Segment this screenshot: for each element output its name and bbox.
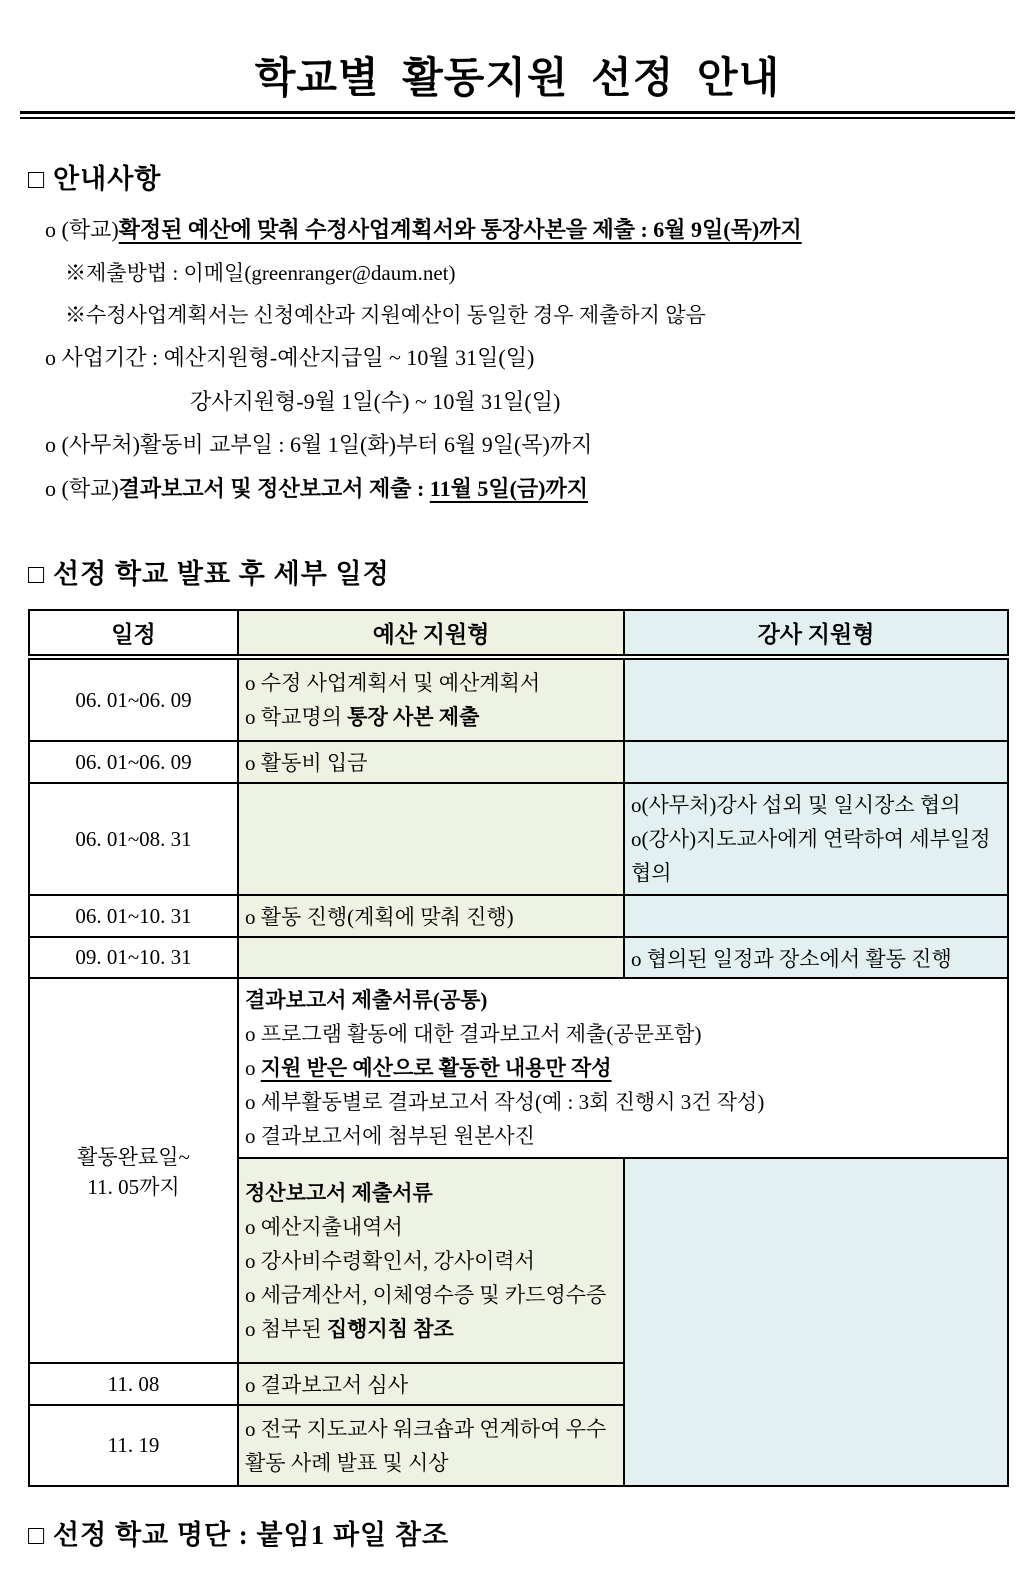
row1-date: 06. 01~06. 09 [29, 657, 238, 741]
row2-date: 06. 01~06. 09 [29, 741, 238, 783]
row6-date-cell [29, 978, 238, 1363]
notice-section-heading: □ 안내사항 [28, 164, 162, 195]
title-divider [20, 111, 1015, 119]
row4-date: 06. 01~10. 31 [29, 895, 238, 937]
row8-budget-cell: o 결과보고서 심사 [238, 1363, 624, 1405]
settlement-docs-line4-bold: 집행지침 참조 [326, 1316, 454, 1341]
settlement-docs-line1: o 예산지출내역서 [245, 1214, 403, 1239]
common-docs-title: 결과보고서 제출서류(공통) [245, 988, 488, 1013]
common-docs-line1: o 프로그램 활동에 대한 결과보고서 제출(공문포함) [245, 1022, 702, 1047]
common-docs-line2 [245, 1051, 1001, 1085]
row6-date-line1: 활동완료일~ [77, 1144, 190, 1169]
row6-date-line2: 11. 05까지 [87, 1174, 180, 1199]
settlement-docs-line4 [245, 1312, 617, 1346]
table-row [29, 937, 1008, 978]
settlement-docs-line2: o 강사비수령확인서, 강사이력서 [245, 1248, 535, 1273]
row3-date: 06. 01~08. 31 [29, 783, 238, 895]
row1-budget-line2 [245, 700, 617, 734]
table-row [29, 978, 1008, 1158]
row7-instructor-cell-empty [624, 1158, 1008, 1486]
row4-budget-cell: o 활동 진행(계획에 맞춰 진행) [238, 895, 624, 937]
settlement-docs-line3: o 세금계산서, 이체영수증 및 카드영수증 [245, 1282, 607, 1307]
row9-date: 11. 19 [29, 1405, 238, 1486]
row3-instructor-line1: o(사무처)강사 섭외 및 일시장소 협의 [631, 793, 961, 818]
report-item-deadline: 11월 5일(금)까지 [429, 475, 588, 501]
notice-item-grant-date: o (사무처)활동비 교부일 : 6월 1일(화)부터 6월 9일(목)까지 [45, 432, 593, 458]
common-docs-line2-emph: 지원 받은 예산으로 활동한 내용만 작성 [260, 1056, 612, 1081]
common-docs-line4: o 결과보고서에 첨부된 원본사진 [245, 1124, 535, 1149]
header-instructor-type: 강사 지원형 [624, 610, 1008, 657]
row3-instructor-line2: o(강사)지도교사에게 연락하여 세부일정 협의 [631, 827, 991, 886]
row7-budget-cell [238, 1158, 624, 1363]
page-title: 학교별 활동지원 선정 안내 [254, 54, 781, 101]
notice-note-revised-plan: ※수정사업계획서는 신청예산과 지원예산이 동일한 경우 제출하지 않음 [65, 302, 706, 327]
row5-instructor-cell: o 협의된 일정과 장소에서 활동 진행 [624, 937, 1008, 978]
table-row [29, 741, 1008, 783]
notice-item-report-deadline [45, 475, 1035, 503]
table-row [29, 657, 1008, 741]
notice-item-project-period: o 사업기간 : 예산지원형-예산지급일 ~ 10월 31일(일) [45, 345, 535, 371]
row4-instructor-cell-empty [624, 895, 1008, 937]
table-row [29, 783, 1008, 895]
row5-budget-cell-empty [238, 937, 624, 978]
document-page [0, 55, 1035, 1552]
header-budget-type: 예산 지원형 [238, 610, 624, 657]
report-item-prefix: o (학교) [45, 475, 119, 501]
row9-budget-cell [238, 1405, 624, 1486]
row1-budget-cell [238, 657, 624, 741]
notice-item-deadline-text: 확정된 예산에 맞춰 수정사업계획서와 통장사본을 제출 : 6월 9일(목)까지 [118, 217, 802, 243]
table-row [29, 895, 1008, 937]
notice-note-submit-method: ※제출방법 : 이메일(greenranger@daum.net) [65, 260, 456, 285]
row5-date: 09. 01~10. 31 [29, 937, 238, 978]
notice-item-submit-deadline [45, 216, 1035, 244]
notice-list [45, 216, 1035, 502]
row1-budget-line2-bold: 통장 사본 제출 [347, 705, 480, 730]
row3-budget-cell-empty [238, 783, 624, 895]
roster-section-heading: □ 선정 학교 명단 : 붙임1 파일 참조 [28, 1520, 450, 1551]
table-header-row [29, 610, 1008, 657]
settlement-docs-line4-pre: o 첨부된 [245, 1316, 327, 1341]
schedule-table [28, 609, 1009, 1487]
header-date: 일정 [29, 610, 238, 657]
row3-instructor-cell [624, 783, 1008, 895]
common-docs-line2-pre: o [245, 1056, 261, 1081]
row2-budget-cell: o 활동비 입금 [238, 741, 624, 783]
row8-date: 11. 08 [29, 1363, 238, 1405]
notice-item-prefix: o (학교) [45, 217, 119, 243]
row1-instructor-cell-empty [624, 657, 1008, 741]
row2-instructor-cell-empty [624, 741, 1008, 783]
schedule-section-heading: □ 선정 학교 발표 후 세부 일정 [28, 559, 390, 590]
settlement-docs-title: 정산보고서 제출서류 [245, 1180, 433, 1205]
row6-common-cell [238, 978, 1008, 1158]
notice-item-project-period-cont: 강사지원형-9월 1일(수) ~ 10월 31일(일) [190, 388, 561, 414]
report-item-bold-text: 결과보고서 및 정산보고서 제출 : [118, 475, 430, 501]
common-docs-line3: o 세부활동별로 결과보고서 작성(예 : 3회 진행시 3건 작성) [245, 1090, 765, 1115]
row1-budget-line2-pre: o 학교명의 [245, 705, 348, 730]
row9-budget-text: o 전국 지도교사 워크숍과 연계하여 우수활동 사례 발표 및 시상 [245, 1416, 607, 1475]
row1-budget-line1: o 수정 사업계획서 및 예산계획서 [245, 671, 541, 696]
